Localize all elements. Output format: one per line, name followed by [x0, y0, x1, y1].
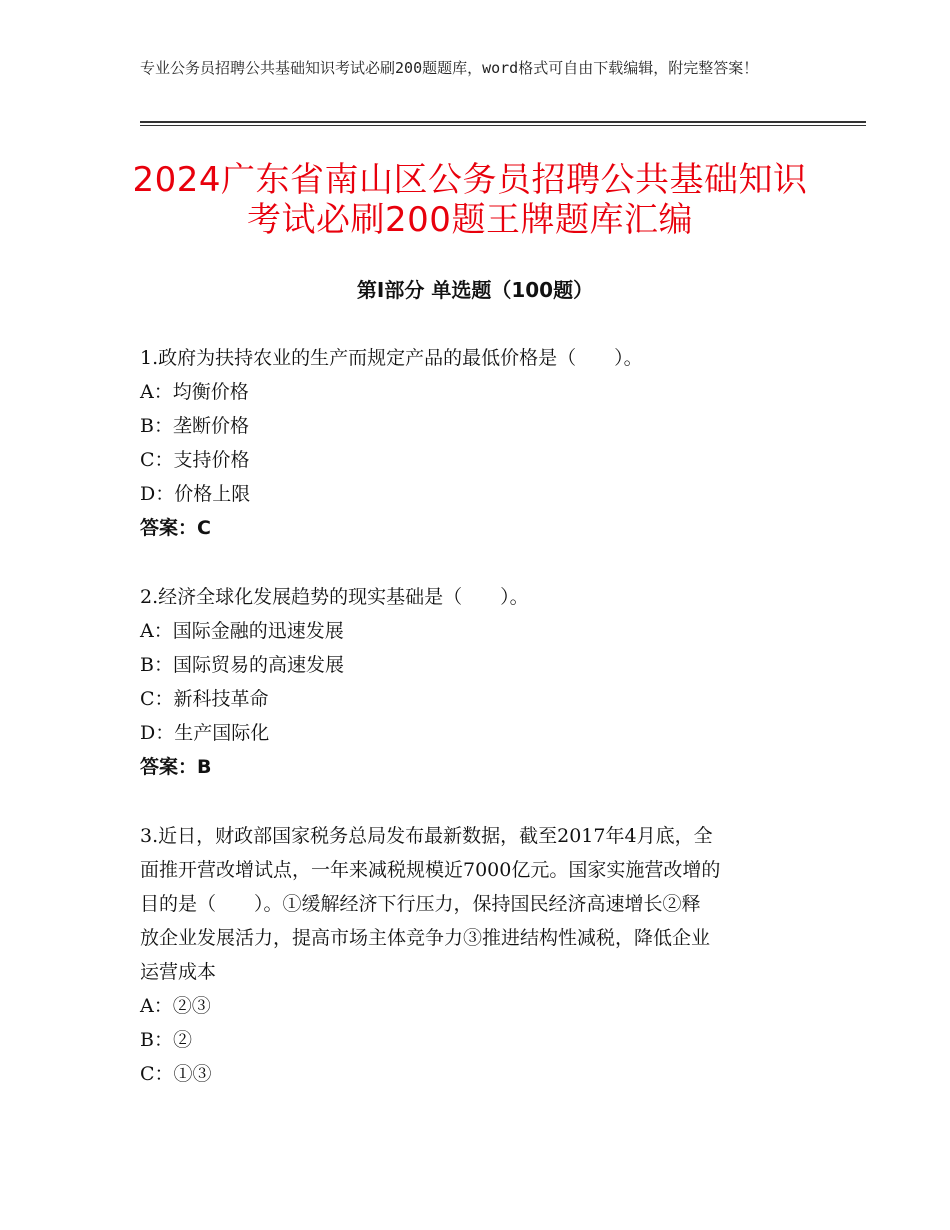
- option-b: B：国际贸易的高速发展: [140, 654, 344, 676]
- question-text-line: 目的是（ ）。①缓解经济下行压力，保持国民经济高速增长②释: [140, 893, 701, 915]
- question-text: 1.政府为扶持农业的生产而规定产品的最低价格是（ ）。: [140, 347, 643, 369]
- question-3: [140, 819, 820, 1091]
- question-text: 2.经济全球化发展趋势的现实基础是（ ）。: [140, 586, 529, 608]
- option-a: A：均衡价格: [140, 381, 249, 403]
- header-rule-thin: [140, 125, 866, 126]
- question-1: [140, 341, 820, 545]
- answer: 答案：C: [140, 517, 211, 539]
- option-d: D：生产国际化: [140, 722, 270, 744]
- option-b: B：垄断价格: [140, 415, 249, 437]
- question-text-line: 3.近日，财政部国家税务总局发布最新数据，截至2017年4月底，全: [140, 825, 713, 847]
- section-heading: 第Ⅰ部分 单选题（100题）: [356, 278, 594, 302]
- title-line-1: 2024广东省南山区公务员招聘公共基础知识: [132, 160, 808, 200]
- option-b: B：②: [140, 1029, 192, 1051]
- header-note: 专业公务员招聘公共基础知识考试必刷200题题库，word格式可自由下载编辑，附完整答案！: [140, 59, 759, 77]
- option-d: D：价格上限: [140, 483, 251, 505]
- title-line-2: 考试必刷200题王牌题库汇编: [247, 200, 693, 240]
- option-c: C：新科技革命: [140, 688, 269, 710]
- option-a: A：②③: [140, 995, 211, 1017]
- document-title: [90, 160, 850, 240]
- option-a: A：国际金融的迅速发展: [140, 620, 344, 642]
- header-rule-thick: [140, 121, 866, 123]
- option-c: C：①③: [140, 1063, 212, 1085]
- question-text-line: 运营成本: [140, 961, 217, 983]
- option-c: C：支持价格: [140, 449, 250, 471]
- question-text-line: 放企业发展活力，提高市场主体竞争力③推进结构性减税，降低企业: [140, 927, 711, 949]
- answer: 答案：B: [140, 756, 212, 778]
- question-text-line: 面推开营改增试点，一年来减税规模近7000亿元。国家实施营改增的: [140, 859, 721, 881]
- question-2: [140, 580, 820, 784]
